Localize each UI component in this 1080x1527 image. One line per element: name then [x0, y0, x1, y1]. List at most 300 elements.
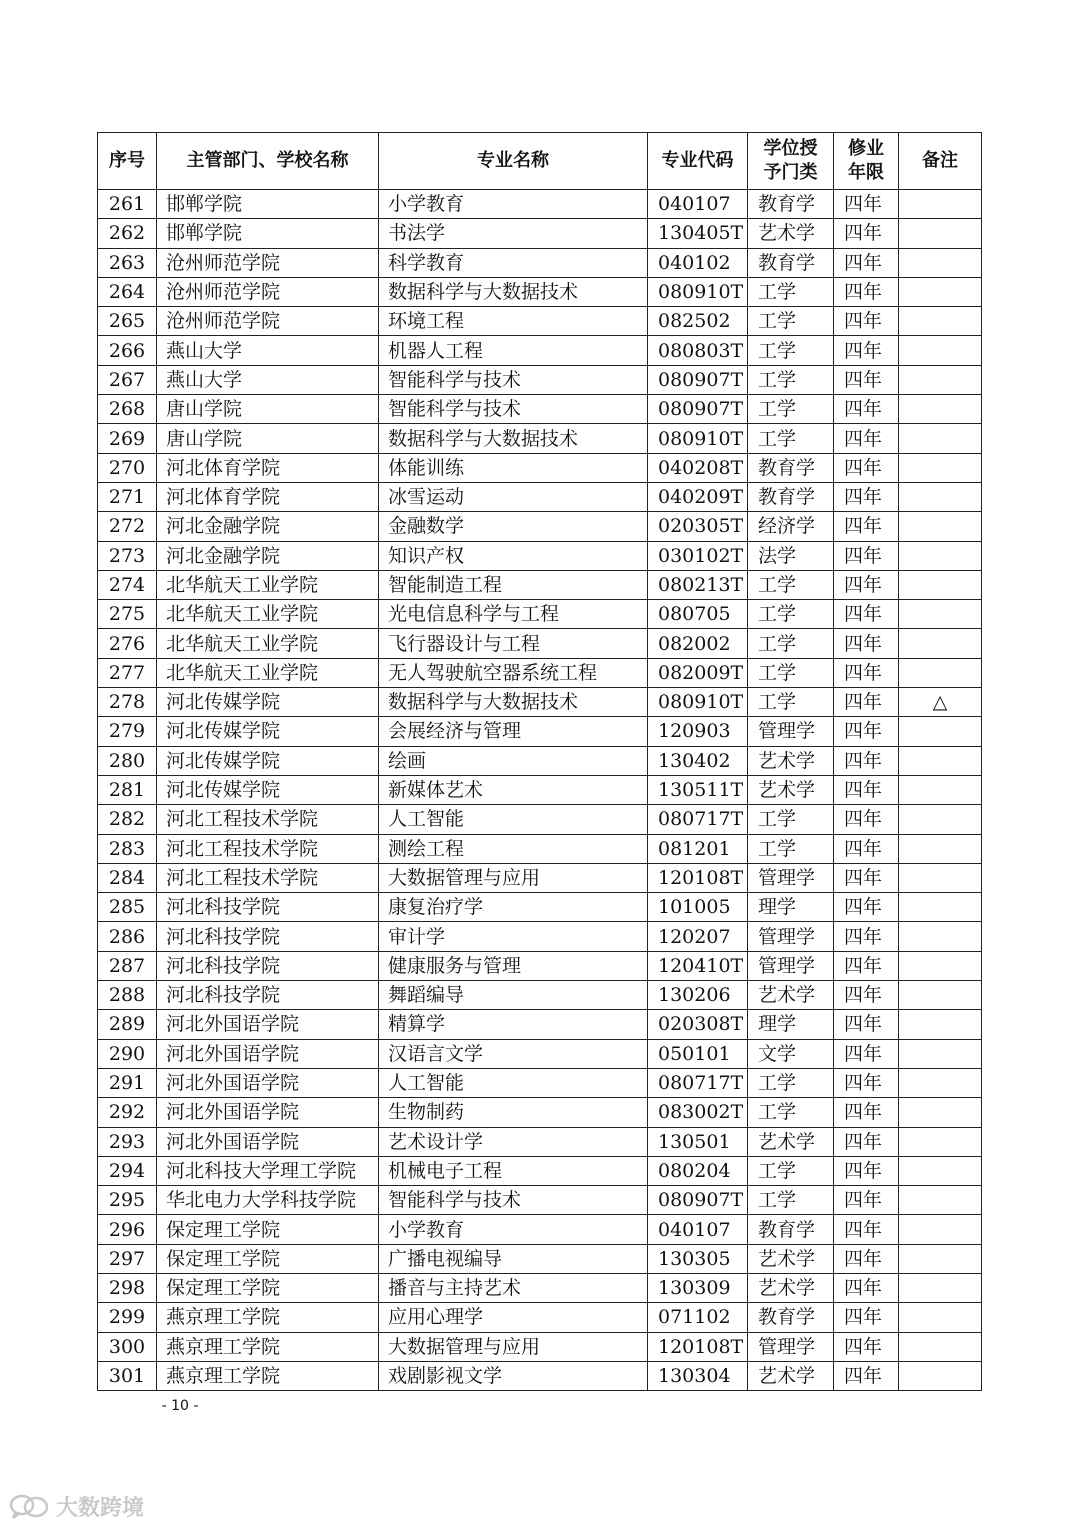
cell-code: 050101	[648, 1039, 748, 1068]
cell-study-years: 四年	[834, 863, 899, 892]
cell-study-years: 四年	[834, 336, 899, 365]
cell-degree-category: 工学	[748, 395, 834, 424]
cell-study-years: 四年	[834, 1098, 899, 1127]
cell-study-years: 四年	[834, 805, 899, 834]
cell-code: 130405T	[648, 219, 748, 248]
cell-note	[899, 307, 982, 336]
cell-study-years: 四年	[834, 424, 899, 453]
table-row	[98, 424, 982, 453]
cell-school: 北华航天工业学院	[157, 570, 379, 599]
table-row	[98, 1215, 982, 1244]
cell-study-years: 四年	[834, 1010, 899, 1039]
cell-code: 080705	[648, 600, 748, 629]
cell-school: 北华航天工业学院	[157, 658, 379, 687]
cell-code: 040107	[648, 1215, 748, 1244]
cell-major: 小学教育	[379, 190, 648, 219]
cell-note	[899, 1098, 982, 1127]
cell-seq: 263	[98, 248, 157, 277]
cell-note	[899, 365, 982, 394]
cell-code: 040107	[648, 190, 748, 219]
cell-major: 新媒体艺术	[379, 775, 648, 804]
table-header-row	[98, 133, 982, 190]
cell-major: 小学教育	[379, 1215, 648, 1244]
cell-school: 保定理工学院	[157, 1273, 379, 1302]
header-study-years-line2: 年限	[848, 162, 884, 183]
cell-seq: 270	[98, 453, 157, 482]
table-row	[98, 1273, 982, 1302]
cell-code: 082502	[648, 307, 748, 336]
cell-school: 邯郸学院	[157, 219, 379, 248]
cell-note	[899, 453, 982, 482]
cell-school: 河北传媒学院	[157, 717, 379, 746]
cell-code: 082002	[648, 629, 748, 658]
table-row	[98, 395, 982, 424]
cell-major: 人工智能	[379, 805, 648, 834]
cell-code: 120410T	[648, 951, 748, 980]
cell-degree-category: 工学	[748, 600, 834, 629]
cell-note	[899, 981, 982, 1010]
cell-major: 康复治疗学	[379, 893, 648, 922]
cell-seq: 267	[98, 365, 157, 394]
cell-school: 保定理工学院	[157, 1244, 379, 1273]
cell-major: 光电信息科学与工程	[379, 600, 648, 629]
cell-degree-category: 艺术学	[748, 1127, 834, 1156]
cell-code: 101005	[648, 893, 748, 922]
cell-degree-category: 教育学	[748, 1303, 834, 1332]
cell-seq: 279	[98, 717, 157, 746]
cell-major: 环境工程	[379, 307, 648, 336]
cell-code: 120108T	[648, 863, 748, 892]
majors-table	[97, 132, 982, 1391]
cell-degree-category: 艺术学	[748, 219, 834, 248]
cell-degree-category: 法学	[748, 541, 834, 570]
cell-note	[899, 658, 982, 687]
cell-study-years: 四年	[834, 395, 899, 424]
cell-seq: 283	[98, 834, 157, 863]
cell-school: 北华航天工业学院	[157, 629, 379, 658]
cell-study-years: 四年	[834, 834, 899, 863]
cell-seq: 265	[98, 307, 157, 336]
cell-seq: 276	[98, 629, 157, 658]
cell-school: 河北金融学院	[157, 541, 379, 570]
cell-degree-category: 艺术学	[748, 1244, 834, 1273]
cell-study-years: 四年	[834, 717, 899, 746]
cell-code: 080907T	[648, 1186, 748, 1215]
watermark-text: 大数跨境	[56, 1495, 145, 1521]
cell-degree-category: 工学	[748, 424, 834, 453]
cell-school: 河北金融学院	[157, 512, 379, 541]
cell-school: 河北体育学院	[157, 482, 379, 511]
cell-study-years: 四年	[834, 1244, 899, 1273]
cell-degree-category: 工学	[748, 336, 834, 365]
cell-seq: 287	[98, 951, 157, 980]
cell-note	[899, 190, 982, 219]
cell-seq: 278	[98, 688, 157, 717]
cell-note	[899, 951, 982, 980]
table-row	[98, 1068, 982, 1097]
cell-major: 会展经济与管理	[379, 717, 648, 746]
cell-note	[899, 1332, 982, 1361]
cell-note	[899, 1244, 982, 1273]
table-row	[98, 600, 982, 629]
cell-degree-category: 工学	[748, 629, 834, 658]
cell-degree-category: 艺术学	[748, 775, 834, 804]
cell-school: 唐山学院	[157, 424, 379, 453]
cell-degree-category: 教育学	[748, 190, 834, 219]
cell-degree-category: 教育学	[748, 482, 834, 511]
table-row	[98, 1010, 982, 1039]
cell-school: 河北传媒学院	[157, 746, 379, 775]
cell-note	[899, 834, 982, 863]
cell-study-years: 四年	[834, 541, 899, 570]
cell-note	[899, 1068, 982, 1097]
cell-school: 河北外国语学院	[157, 1098, 379, 1127]
cell-seq: 288	[98, 981, 157, 1010]
cell-degree-category: 工学	[748, 1068, 834, 1097]
cell-school: 燕京理工学院	[157, 1332, 379, 1361]
cell-degree-category: 教育学	[748, 1215, 834, 1244]
cell-degree-category: 工学	[748, 365, 834, 394]
table-row	[98, 834, 982, 863]
cell-degree-category: 教育学	[748, 453, 834, 482]
table-row	[98, 1361, 982, 1390]
cell-seq: 274	[98, 570, 157, 599]
cell-note: △	[899, 688, 982, 717]
cell-degree-category: 工学	[748, 1186, 834, 1215]
cell-degree-category: 工学	[748, 688, 834, 717]
cell-major: 广播电视编导	[379, 1244, 648, 1273]
cell-seq: 264	[98, 277, 157, 306]
cell-school: 河北科技学院	[157, 922, 379, 951]
table-row	[98, 453, 982, 482]
cell-study-years: 四年	[834, 922, 899, 951]
cell-code: 080717T	[648, 805, 748, 834]
cell-seq: 275	[98, 600, 157, 629]
cell-study-years: 四年	[834, 453, 899, 482]
cell-seq: 280	[98, 746, 157, 775]
cell-major: 数据科学与大数据技术	[379, 688, 648, 717]
table-row	[98, 365, 982, 394]
table-row	[98, 1039, 982, 1068]
table-row	[98, 658, 982, 687]
header-degree-category	[748, 133, 834, 190]
cell-study-years: 四年	[834, 570, 899, 599]
cell-code: 040102	[648, 248, 748, 277]
cell-note	[899, 336, 982, 365]
speech-bubble-logo-icon	[8, 1492, 52, 1520]
cell-major: 精算学	[379, 1010, 648, 1039]
cell-school: 燕京理工学院	[157, 1303, 379, 1332]
table-row	[98, 805, 982, 834]
table-row	[98, 1098, 982, 1127]
cell-major: 体能训练	[379, 453, 648, 482]
cell-school: 沧州师范学院	[157, 307, 379, 336]
cell-seq: 268	[98, 395, 157, 424]
cell-note	[899, 1215, 982, 1244]
cell-major: 大数据管理与应用	[379, 1332, 648, 1361]
cell-degree-category: 工学	[748, 658, 834, 687]
cell-note	[899, 717, 982, 746]
cell-school: 燕京理工学院	[157, 1361, 379, 1390]
cell-code: 080907T	[648, 395, 748, 424]
cell-code: 040209T	[648, 482, 748, 511]
cell-code: 082009T	[648, 658, 748, 687]
cell-study-years: 四年	[834, 746, 899, 775]
cell-major: 绘画	[379, 746, 648, 775]
cell-study-years: 四年	[834, 1215, 899, 1244]
cell-study-years: 四年	[834, 893, 899, 922]
cell-study-years: 四年	[834, 1361, 899, 1390]
cell-note	[899, 277, 982, 306]
cell-study-years: 四年	[834, 600, 899, 629]
cell-major: 戏剧影视文学	[379, 1361, 648, 1390]
table-row	[98, 863, 982, 892]
cell-seq: 299	[98, 1303, 157, 1332]
cell-code: 120903	[648, 717, 748, 746]
cell-degree-category: 工学	[748, 570, 834, 599]
table-row	[98, 248, 982, 277]
cell-study-years: 四年	[834, 219, 899, 248]
cell-major: 机械电子工程	[379, 1156, 648, 1185]
cell-code: 130501	[648, 1127, 748, 1156]
cell-school: 唐山学院	[157, 395, 379, 424]
cell-major: 艺术设计学	[379, 1127, 648, 1156]
cell-study-years: 四年	[834, 1127, 899, 1156]
cell-school: 燕山大学	[157, 336, 379, 365]
cell-note	[899, 424, 982, 453]
table-body	[98, 190, 982, 1391]
cell-major: 生物制药	[379, 1098, 648, 1127]
cell-school: 河北科技学院	[157, 893, 379, 922]
cell-degree-category: 管理学	[748, 863, 834, 892]
header-study-years	[834, 133, 899, 190]
cell-note	[899, 1186, 982, 1215]
cell-seq: 295	[98, 1186, 157, 1215]
cell-degree-category: 理学	[748, 1010, 834, 1039]
cell-degree-category: 工学	[748, 1098, 834, 1127]
cell-degree-category: 工学	[748, 834, 834, 863]
watermark	[8, 1490, 144, 1522]
cell-note	[899, 1010, 982, 1039]
cell-code: 080910T	[648, 424, 748, 453]
cell-seq: 291	[98, 1068, 157, 1097]
cell-study-years: 四年	[834, 775, 899, 804]
cell-note	[899, 1303, 982, 1332]
cell-school: 保定理工学院	[157, 1215, 379, 1244]
cell-school: 河北外国语学院	[157, 1010, 379, 1039]
cell-degree-category: 艺术学	[748, 1361, 834, 1390]
cell-study-years: 四年	[834, 512, 899, 541]
cell-code: 081201	[648, 834, 748, 863]
table-row	[98, 893, 982, 922]
cell-code: 080907T	[648, 365, 748, 394]
cell-seq: 261	[98, 190, 157, 219]
cell-note	[899, 922, 982, 951]
cell-study-years: 四年	[834, 248, 899, 277]
cell-code: 080213T	[648, 570, 748, 599]
cell-degree-category: 经济学	[748, 512, 834, 541]
cell-code: 120207	[648, 922, 748, 951]
table-row	[98, 629, 982, 658]
cell-major: 健康服务与管理	[379, 951, 648, 980]
cell-major: 机器人工程	[379, 336, 648, 365]
cell-study-years: 四年	[834, 307, 899, 336]
cell-seq: 297	[98, 1244, 157, 1273]
cell-degree-category: 文学	[748, 1039, 834, 1068]
cell-study-years: 四年	[834, 1039, 899, 1068]
cell-school: 沧州师范学院	[157, 248, 379, 277]
cell-note	[899, 395, 982, 424]
cell-code: 020308T	[648, 1010, 748, 1039]
cell-code: 030102T	[648, 541, 748, 570]
cell-seq: 273	[98, 541, 157, 570]
cell-degree-category: 工学	[748, 307, 834, 336]
cell-study-years: 四年	[834, 981, 899, 1010]
table-row	[98, 336, 982, 365]
cell-major: 智能科学与技术	[379, 365, 648, 394]
cell-major: 智能制造工程	[379, 570, 648, 599]
cell-note	[899, 746, 982, 775]
cell-code: 080910T	[648, 688, 748, 717]
cell-major: 应用心理学	[379, 1303, 648, 1332]
cell-note	[899, 863, 982, 892]
cell-seq: 282	[98, 805, 157, 834]
table-row	[98, 746, 982, 775]
cell-school: 河北体育学院	[157, 453, 379, 482]
cell-seq: 271	[98, 482, 157, 511]
cell-seq: 284	[98, 863, 157, 892]
cell-code: 080910T	[648, 277, 748, 306]
cell-seq: 290	[98, 1039, 157, 1068]
cell-code: 130309	[648, 1273, 748, 1302]
header-study-years-line1: 修业	[848, 137, 884, 159]
cell-seq: 277	[98, 658, 157, 687]
cell-code: 130206	[648, 981, 748, 1010]
cell-study-years: 四年	[834, 688, 899, 717]
cell-school: 河北工程技术学院	[157, 805, 379, 834]
header-degree-category-line1: 学位授	[763, 137, 818, 159]
cell-major: 科学教育	[379, 248, 648, 277]
cell-school: 河北外国语学院	[157, 1039, 379, 1068]
cell-study-years: 四年	[834, 1156, 899, 1185]
cell-major: 知识产权	[379, 541, 648, 570]
cell-note	[899, 805, 982, 834]
cell-major: 书法学	[379, 219, 648, 248]
cell-major: 智能科学与技术	[379, 1186, 648, 1215]
cell-note	[899, 600, 982, 629]
table-row	[98, 981, 982, 1010]
cell-degree-category: 理学	[748, 893, 834, 922]
cell-note	[899, 482, 982, 511]
table-row	[98, 277, 982, 306]
cell-degree-category: 管理学	[748, 717, 834, 746]
cell-school: 燕山大学	[157, 365, 379, 394]
cell-school: 邯郸学院	[157, 190, 379, 219]
cell-degree-category: 教育学	[748, 248, 834, 277]
cell-study-years: 四年	[834, 629, 899, 658]
cell-note	[899, 541, 982, 570]
cell-major: 无人驾驶航空器系统工程	[379, 658, 648, 687]
cell-degree-category: 艺术学	[748, 1273, 834, 1302]
cell-code: 120108T	[648, 1332, 748, 1361]
cell-major: 金融数学	[379, 512, 648, 541]
cell-degree-category: 工学	[748, 1156, 834, 1185]
cell-code: 083002T	[648, 1098, 748, 1127]
cell-seq: 296	[98, 1215, 157, 1244]
cell-major: 冰雪运动	[379, 482, 648, 511]
cell-seq: 266	[98, 336, 157, 365]
cell-note	[899, 1156, 982, 1185]
cell-degree-category: 管理学	[748, 922, 834, 951]
cell-seq: 286	[98, 922, 157, 951]
header-note: 备注	[899, 133, 982, 190]
cell-school: 河北科技大学理工学院	[157, 1156, 379, 1185]
cell-seq: 293	[98, 1127, 157, 1156]
cell-school: 河北工程技术学院	[157, 863, 379, 892]
cell-study-years: 四年	[834, 1186, 899, 1215]
table-row	[98, 190, 982, 219]
cell-note	[899, 629, 982, 658]
cell-degree-category: 工学	[748, 277, 834, 306]
header-school: 主管部门、学校名称	[157, 133, 379, 190]
cell-major: 人工智能	[379, 1068, 648, 1097]
cell-study-years: 四年	[834, 365, 899, 394]
table-row	[98, 1244, 982, 1273]
cell-seq: 285	[98, 893, 157, 922]
cell-major: 大数据管理与应用	[379, 863, 648, 892]
cell-degree-category: 工学	[748, 805, 834, 834]
header-major: 专业名称	[379, 133, 648, 190]
table-row	[98, 219, 982, 248]
cell-degree-category: 管理学	[748, 1332, 834, 1361]
cell-seq: 269	[98, 424, 157, 453]
cell-seq: 281	[98, 775, 157, 804]
header-degree-category-line2: 予门类	[763, 162, 818, 183]
cell-note	[899, 1273, 982, 1302]
cell-school: 河北传媒学院	[157, 688, 379, 717]
cell-school: 华北电力大学科技学院	[157, 1186, 379, 1215]
table-row	[98, 1186, 982, 1215]
cell-degree-category: 艺术学	[748, 981, 834, 1010]
cell-seq: 301	[98, 1361, 157, 1390]
cell-study-years: 四年	[834, 658, 899, 687]
cell-code: 071102	[648, 1303, 748, 1332]
cell-seq: 300	[98, 1332, 157, 1361]
table-row	[98, 570, 982, 599]
cell-school: 北华航天工业学院	[157, 600, 379, 629]
cell-study-years: 四年	[834, 482, 899, 511]
table-row	[98, 1127, 982, 1156]
cell-code: 130511T	[648, 775, 748, 804]
header-seq: 序号	[98, 133, 157, 190]
cell-degree-category: 艺术学	[748, 746, 834, 775]
cell-note	[899, 1127, 982, 1156]
cell-code: 080204	[648, 1156, 748, 1185]
table-row	[98, 541, 982, 570]
cell-school: 河北工程技术学院	[157, 834, 379, 863]
cell-seq: 294	[98, 1156, 157, 1185]
cell-code: 130402	[648, 746, 748, 775]
cell-major: 飞行器设计与工程	[379, 629, 648, 658]
cell-study-years: 四年	[834, 1273, 899, 1302]
cell-major: 播音与主持艺术	[379, 1273, 648, 1302]
cell-degree-category: 管理学	[748, 951, 834, 980]
cell-study-years: 四年	[834, 190, 899, 219]
cell-note	[899, 512, 982, 541]
cell-note	[899, 775, 982, 804]
cell-code: 040208T	[648, 453, 748, 482]
cell-seq: 298	[98, 1273, 157, 1302]
